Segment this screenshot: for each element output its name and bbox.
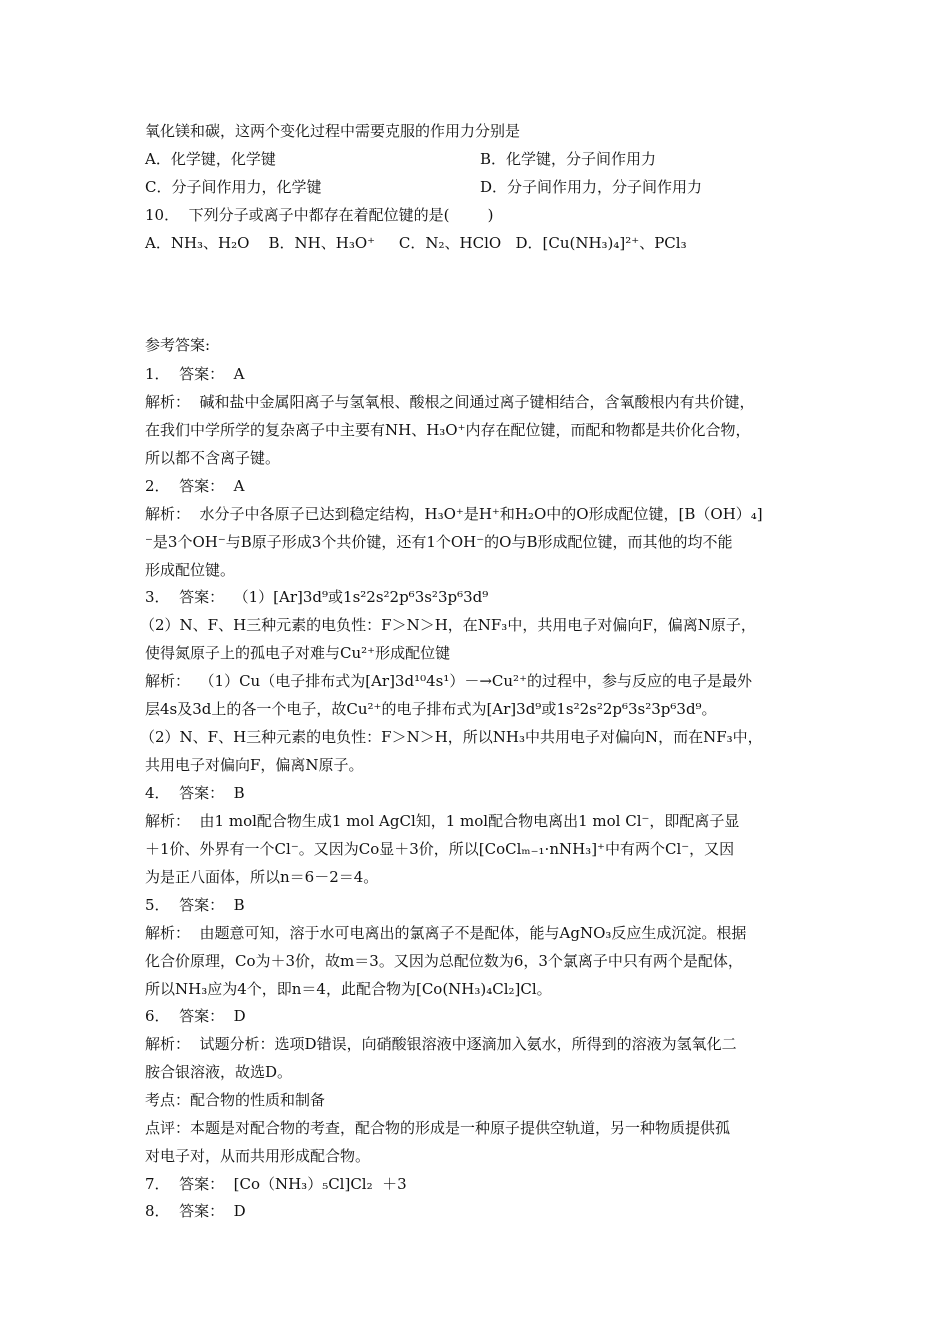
answer-6-comment-line-2: 对电子对，从而共用形成配合物。 — [145, 1147, 371, 1165]
answer-6-explanation-line-2: 胺合银溶液，故选D。 — [145, 1063, 293, 1081]
answer-5-explanation-line-2: 化合价原理，Co为＋3价，故m＝3。又因为总配位数为6，3个氯离子中只有两个是配体， — [145, 952, 743, 970]
answers-heading: 参考答案: — [145, 336, 211, 354]
q9-option-b: B．化学键，分子间作用力 — [480, 150, 657, 168]
answer-6-knowledge-point: 考点：配合物的性质和制备 — [145, 1091, 326, 1109]
q10-options: A．NH₃、H₂O B．NH、H₃O⁺ C．N₂、HClO D．[Cu(NH₃)₄]²⁺、PCl₃ — [145, 234, 687, 252]
answer-4-explanation-line-3: 为是正八面体，所以n＝6－2＝4。 — [145, 868, 379, 886]
answer-3-explanation-line-1: 解析： （1）Cu（电子排布式为[Ar]3d¹⁰4s¹）－→Cu²⁺的过程中，参与反应的电子是最外 — [145, 672, 752, 690]
answer-2-label: 2． 答案： A — [145, 477, 245, 495]
answer-5-explanation-line-1: 解析： 由题意可知，溶于水可电离出的氯离子不是配体，能与AgNO₃反应生成沉淀。根据 — [145, 924, 747, 942]
answer-4-explanation-line-2: ＋1价、外界有一个Cl⁻。又因为Co显＋3价，所以[CoClₘ₋₁·nNH₃]⁺中有两个Cl⁻，又因 — [145, 840, 735, 858]
answer-5-label: 5． 答案： B — [145, 896, 245, 914]
q9-option-c: C．分子间作用力，化学键 — [145, 178, 322, 196]
q9-option-d: D．分子间作用力，分子间作用力 — [480, 178, 703, 196]
answer-5-explanation-line-3: 所以NH₃应为4个，即n＝4，此配合物为[Co(NH₃)₄Cl₂]Cl。 — [145, 980, 552, 998]
answer-3-explanation-line-2: 层4s及3d上的各一个电子，故Cu²⁺的电子排布式为[Ar]3d⁹或1s²2s²2p⁶3s²3p⁶3d⁹。 — [145, 700, 717, 718]
q9-option-a: A．化学键，化学键 — [145, 150, 276, 168]
answer-1-explanation-line-1: 解析： 碱和盐中金属阳离子与氢氧根、酸根之间通过离子键相结合，含氧酸根内有共价键， — [145, 393, 755, 411]
q10-stem: 10． 下列分子或离子中都存在着配位键的是( ) — [145, 206, 494, 224]
answer-3-explanation-line-4: 共用电子对偏向F，偏离N原子。 — [145, 756, 364, 774]
answer-1-label: 1． 答案： A — [145, 365, 245, 383]
answer-2-explanation-line-2: ⁻是3个OH⁻与B原子形成3个共价键，还有1个OH⁻的O与B形成配位键，而其他的均不能 — [145, 533, 733, 551]
answer-2-explanation-line-1: 解析： 水分子中各原子已达到稳定结构，H₃O⁺是H⁺和H₂O中的O形成配位键，[B（OH）₄] — [145, 505, 763, 523]
answer-3-explanation-line-3: （2）N、F、H三种元素的电负性：F＞N＞H，所以NH₃中共用电子对偏向N，而在NF₃中， — [140, 728, 763, 746]
answer-4-explanation-line-1: 解析： 由1 mol配合物生成1 mol AgCl知，1 mol配合物电离出1 mol Cl⁻，即配离子显 — [145, 812, 740, 830]
answer-3-line-2: （2）N、F、H三种元素的电负性：F＞N＞H，在NF₃中，共用电子对偏向F，偏离N原子， — [140, 616, 756, 634]
answer-4-label: 4． 答案： B — [145, 784, 245, 802]
answer-6-explanation-line-1: 解析： 试题分析：选项D错误，向硝酸银溶液中逐滴加入氨水，所得到的溶液为氢氧化二 — [145, 1035, 737, 1053]
answer-1-explanation-line-2: 在我们中学所学的复杂离子中主要有NH、H₃O⁺内存在配位键，而配和物都是共价化合物， — [145, 421, 751, 439]
q9-stem: 氧化镁和碳，这两个变化过程中需要克服的作用力分别是 — [145, 122, 521, 140]
answer-8-label: 8． 答案： D — [145, 1202, 246, 1220]
answer-3-label: 3． 答案： （1）[Ar]3d⁹或1s²2s²2p⁶3s²3p⁶3d⁹ — [145, 588, 489, 606]
answer-6-label: 6． 答案： D — [145, 1007, 246, 1025]
answer-7-label: 7． 答案： [Co（NH₃）₅Cl]Cl₂ ＋3 — [145, 1175, 407, 1193]
answer-6-comment-line-1: 点评：本题是对配合物的考查，配合物的形成是一种原子提供空轨道，另一种物质提供孤 — [145, 1119, 731, 1137]
answer-2-explanation-line-3: 形成配位键。 — [145, 561, 236, 579]
answer-1-explanation-line-3: 所以都不含离子键。 — [145, 449, 281, 467]
answer-3-line-3: 使得氮原子上的孤电子对难与Cu²⁺形成配位键 — [145, 644, 451, 662]
